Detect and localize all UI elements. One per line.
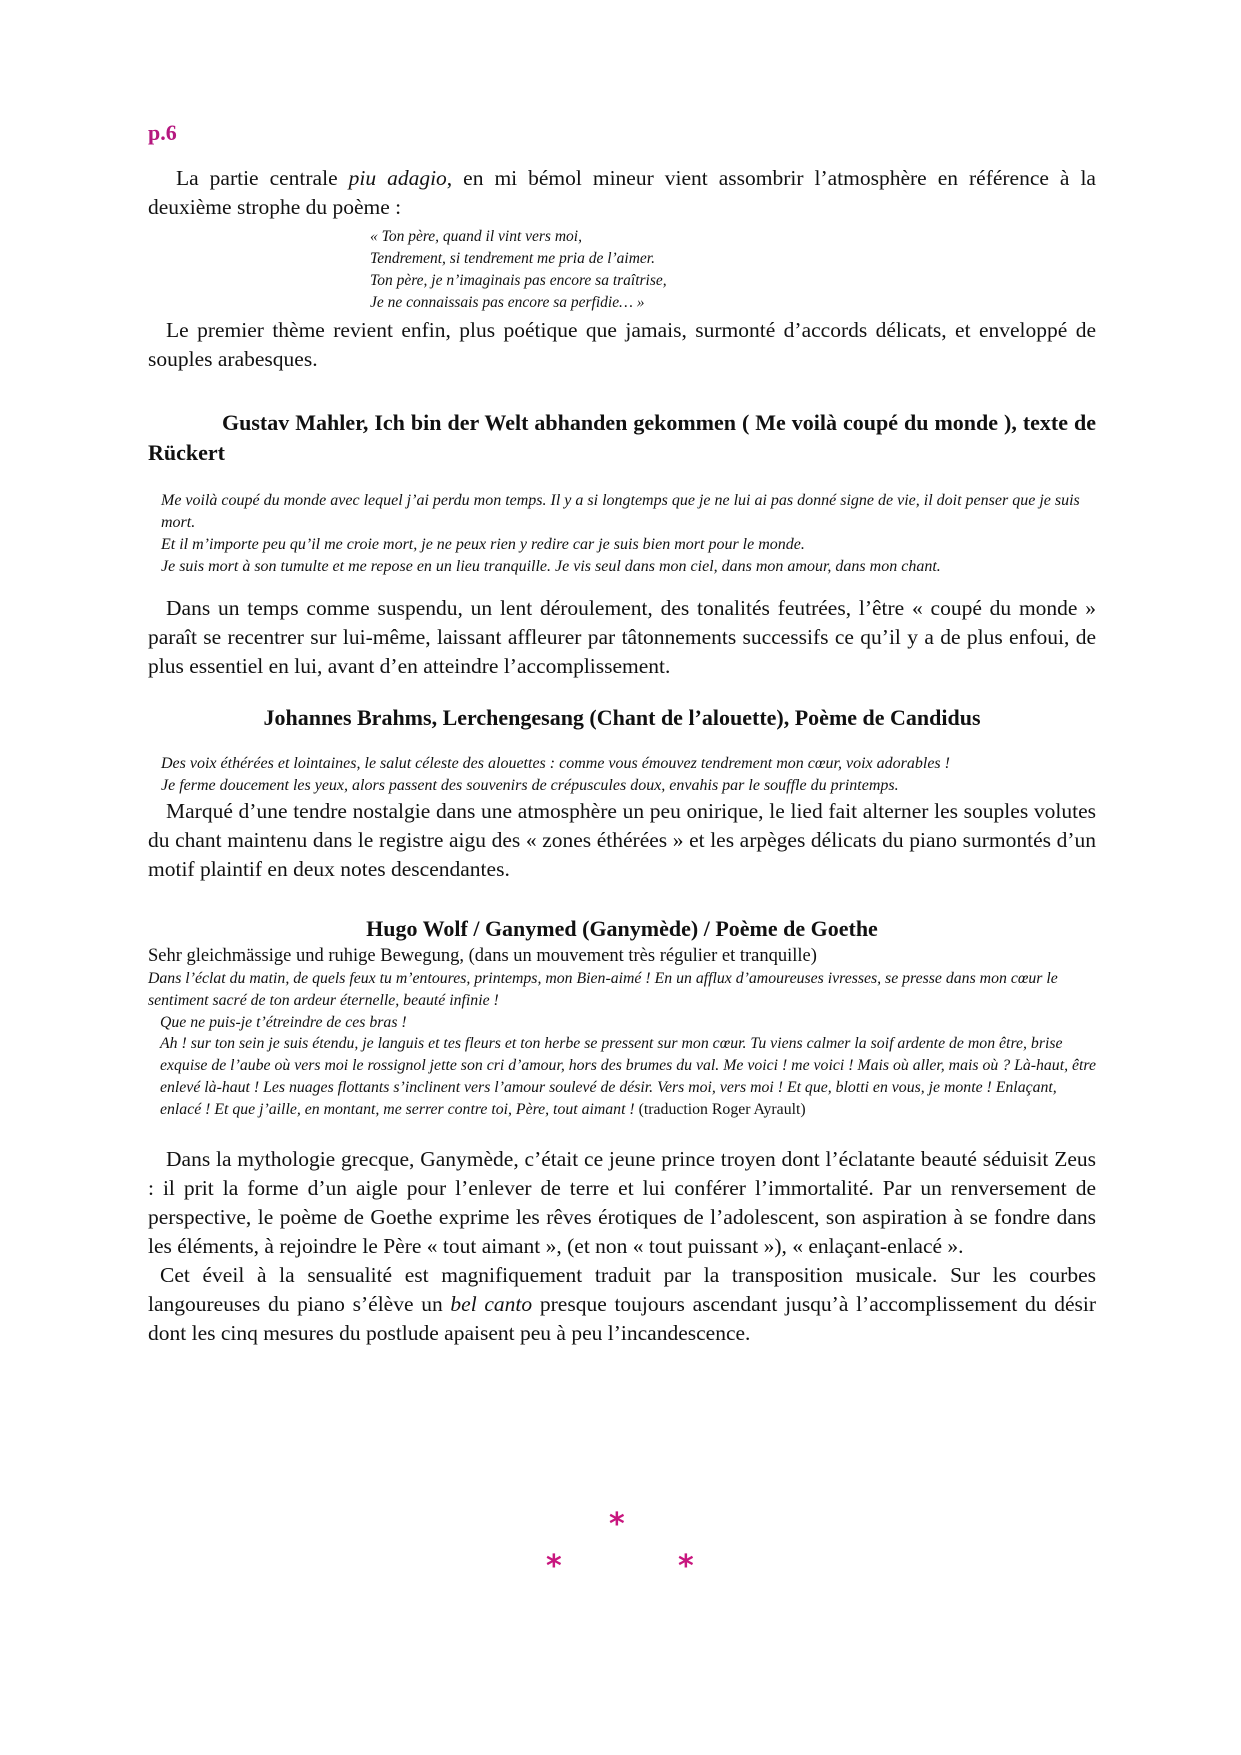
translation-credit: (traduction Roger Ayrault) [638,1100,806,1118]
mahler-heading: Gustav Mahler, Ich bin der Welt abhanden gekommen ( Me voilà coupé du monde ), texte de Rückert [148,410,1096,465]
wolf-para2-emphasis: bel canto [450,1291,533,1316]
brahms-poem-line: Des voix éthérées et lointaines, le salut céleste des alouettes : comme vous émouvez tendrement mon cœur, voix adorables ! [161,755,950,772]
wolf-poem-line [148,1033,1096,1120]
quote-line: « Ton père, quand il vint vers moi, [370,228,582,245]
theme-paragraph: Le premier thème revient enfin, plus poétique que jamais, surmonté d’accords délicats, et enveloppé de souples arabesques. [148,318,1096,371]
wolf-para2-before: Cet éveil à la sensualité est magnifiquement traduit par la transposition musicale. Sur les courbes langoureuses du piano s’élève un [148,1262,1096,1316]
mahler-poem [148,490,1096,578]
brahms-paragraph: Marqué d’une tendre nostalgie dans une atmosphère un peu onirique, le lied fait alterner les souples volutes du chant maintenu dans le registre aigu des « zones éthérées » et les arpèges délicats du piano surmontés d’un motif plaintif en deux notes descendantes. [148,799,1096,881]
separator-asterisk: * [609,1507,625,1542]
quote-line: Ton père, je n’imaginais pas encore sa traîtrise, [370,272,667,289]
wolf-paragraph-1: Dans la mythologie grecque, Ganymède, c’était ce jeune prince troyen dont l’éclatante beauté séduisit Zeus : il prit la forme d’un aigle pour l’enlever de terre et lui conférer l’immortalité. Par un renversement de perspective, le poème de Goethe exprime les rêves érotiques de l’adolescent, son aspiration à se fondre dans les éléments, à rejoindre le Père « tout aimant », (et non « tout puissant »), « enlaçant-enlacé ». [148,1146,1096,1258]
wolf-para2-after: presque toujours ascendant jusqu’à l’accomplissement du désir dont les cinq mesures du postlude apaisent peu à peu l’incandescence. [148,1291,1096,1345]
page-number: p.6 [148,120,177,145]
quote-line: Tendrement, si tendrement me pria de l’aimer. [370,250,655,267]
wolf-tempo-marking: Sehr gleichmässige und ruhige Bewegung, (dans un mouvement très régulier et tranquille) [148,946,817,966]
intro-text-before: La partie centrale [176,166,349,190]
quote-line: Je ne connaissais pas encore sa perfidie… » [370,294,645,311]
mahler-poem-line: Je suis mort à son tumulte et me repose en un lieu tranquille. Je vis seul dans mon ciel, dans mon amour, dans mon chant. [161,558,941,575]
brahms-heading: Johannes Brahms, Lerchengesang (Chant de l’alouette), Poème de Candidus [263,705,981,730]
wolf-poem-line: Que ne puis-je t’étreindre de ces bras ! [160,1013,407,1031]
separator-asterisk: * [546,1549,562,1584]
wolf-poem-text: Ah ! sur ton sein je suis étendu, je languis et tes fleurs et ton herbe se pressent sur mon cœur. Tu viens calmer la soif ardente de mon être, brise exquise de l’aube où vers moi le rossignol jette son cri d’amour, hors des brumes du val. Me voici ! me voici ! Mais où aller, mais où ? Là-haut, être enlevé là-haut ! Les nuages flottants s’inclinent vers l’amour soulevé de désir. Vers moi, vers moi ! Et que, blotti en vous, je monte ! Enlaçant, enlacé ! Et que j’aille, en montant, me serrer contre toi, Père, tout aimant ! [160,1035,1096,1118]
separator-asterisk: * [678,1549,694,1584]
wolf-paragraph-2 [148,1261,1096,1348]
intro-text-after: , en mi bémol mineur vient assombrir l’atmosphère en référence à la deuxième strophe du poème : [148,166,1096,219]
brahms-poem-line: Je ferme doucement les yeux, alors passent des souvenirs de crépuscules doux, envahis par le souffle du printemps. [161,777,899,794]
intro-paragraph [148,164,1096,222]
document-page [148,120,1096,1348]
brahms-poem [148,753,1096,797]
wolf-poem [148,968,1096,1121]
mahler-poem-line: Me voilà coupé du monde avec lequel j’ai perdu mon temps. Il y a si longtemps que je ne lui ai pas donné signe de vie, il doit penser que je suis mort. [161,492,1080,531]
mahler-poem-line: Et il m’importe peu qu’il me croie mort, je ne peux rien y redire car je suis bien mort pour le monde. [161,536,805,553]
poem-quote [370,226,1096,314]
wolf-poem-line: Dans l’éclat du matin, de quels feux tu m’entoures, printemps, mon Bien-aimé ! En un afflux d’amoureuses ivresses, se presse dans mon cœur le sentiment sacré de ton ardeur éternelle, beauté infinie ! [148,970,1058,1009]
wolf-heading: Hugo Wolf / Ganymed (Ganymède) / Poème de Goethe [366,916,878,941]
intro-emphasis: piu adagio [348,166,447,190]
mahler-paragraph: Dans un temps comme suspendu, un lent déroulement, des tonalités feutrées, l’être « coupé du monde » paraît se recentrer sur lui-même, laissant affleurer par tâtonnements successifs ce qu’il y a de plus enfoui, de plus essentiel en lui, avant d’en atteindre l’accomplissement. [148,596,1096,678]
